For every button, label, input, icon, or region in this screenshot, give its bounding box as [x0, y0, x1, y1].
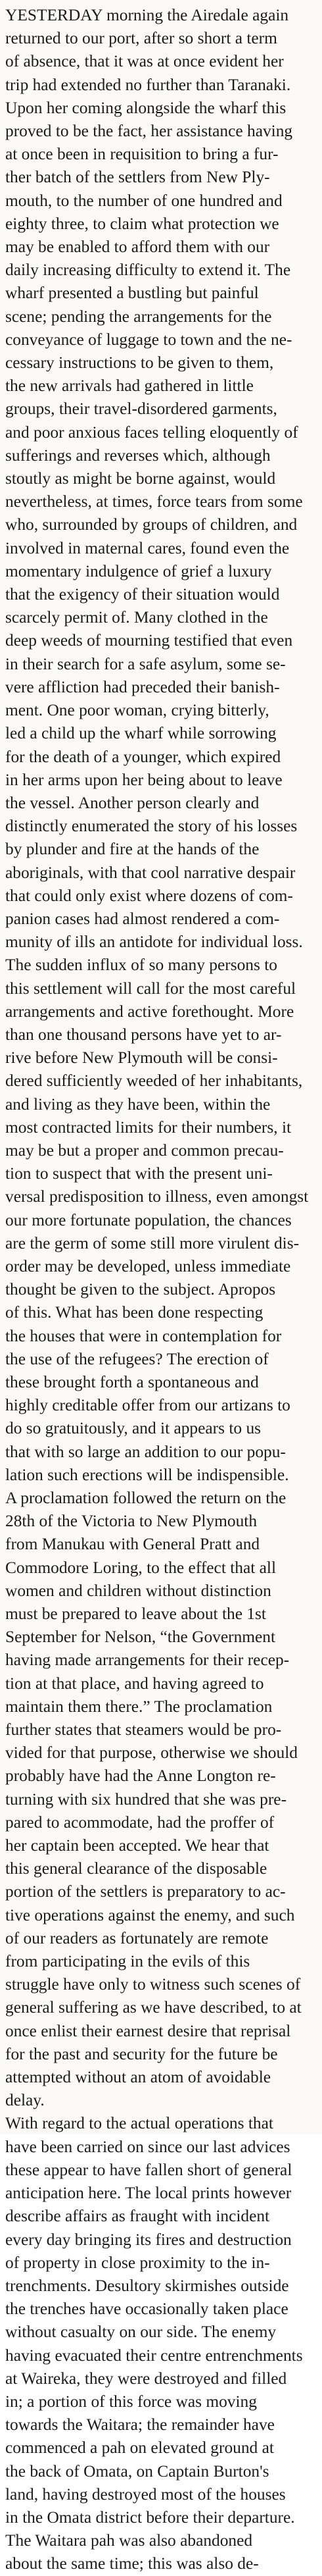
news-article	[5, 4, 318, 2576]
article-paragraph-3: With regard to the actual operations that have been carried on since our last advices these appear to have fallen short of general anticipation here. The local prints however describe affairs as fraught with incident every day bringing its fires and destruction of property in close proximity to the in- trenchments. Desultory skirmishes outside the trenches have occasionally taken place without casualty on our side. The enemy having evacuated their centre entrenchments at Waireka, they were destroyed and filled in; a portion of this force was moving towards the Waitara; the remainder have commenced a pah on elevated ground at the back of Omata, on Captain Burton's land, having destroyed most of the houses in the Omata district before their departure. The Waitara pah was also abandoned about the same time; this was also de-	[5, 2114, 303, 2573]
article-paragraph-2: The sudden influx of so many persons to this settlement will call for the most careful arrangements and active forethought. More than one thousand persons have yet to ar- rive before New Plymouth will be consi- dered sufficiently weeded of her inhabitants, and living as they have been, within the most contracted limits for their numbers, it may be but a proper and common precau- tion to suspect that with the present uni- versal predisposition to illness, even amongst our more fortunate population, the chances are the germ of some still more virulent dis- order may be developed, unless immediate thought be given to the subject. Apropos of this. What has been done respecting the houses that were in contemplation for the use of the refugees? The erection of these brought forth a spontaneous and highly creditable offer from our artizans to do so gratuitously, and it appears to us that with so large an addition to our popu- lation such erections will be indispensible. A proclamation followed the return on the 28th of the Victoria to New Plymouth from Manukau with General Pratt and Commodore Loring, to the effect that all women and children without distinction must be prepared to leave about the 1st September for Nelson, “the Government having made arrangements for their recep- tion at that place, and having agreed to maintain them there.” The proclamation further states that steamers would be pro- vided for that purpose, otherwise we should probably have had the Anne Longton re- turning with six hundred that she was pre- pared to acommodate, had the proffer of her captain been accepted. We hear that this general clearance of the disposable portion of the settlers is preparatory to ac- tive operations against the enemy, and such of our readers as fortunately are remote from participating in the evils of this struggle have only to witness such scenes of general suffering as we have described, to at once enlist their earnest desire that reprisal for the past and security for the future be attempted without an atom of avoidable delay.	[5, 956, 309, 2110]
article-paragraph-1: YESTERDAY morning the Airedale again returned to our port, after so short a term of absence, that it was at once evident her trip had extended no further than Taranaki. Upon her coming alongside the wharf this proved to be the fact, her assistance having at once been in requisition to bring a fur- ther batch of the settlers from New Ply- mouth, to the number of one hundred and eighty three, to claim what protection we may be enabled to afford them with our daily increasing difficulty to extend it. The wharf presented a bustling but painful scene; pending the arrangements for the conveyance of luggage to town and the ne- cessary instructions to be given to them, the new arrivals had gathered in little groups, their travel-disordered garments, and poor anxious faces telling eloquently of sufferings and reverses which, although stoutly as might be borne against, would nevertheless, at times, force tears from some who, surrounded by groups of children, and involved in maternal cares, found even the momentary indulgence of grief a luxury that the exigency of their situation would scarcely permit of. Many clothed in the deep weeds of mourning testified that even in their search for a safe asylum, some se- vere affliction had preceded their banish- ment. One poor woman, crying bitterly, led a child up the wharf while sorrowing for the death of a younger, which expired in her arms upon her being about to leave the vessel. Another person clearly and distinctly enumerated the story of his losses by plunder and fire at the hands of the aboriginals, with that cool narrative despair that could only exist where dozens of com- panion cases had almost rendered a com- munity of ills an antidote for individual loss.	[5, 6, 303, 952]
